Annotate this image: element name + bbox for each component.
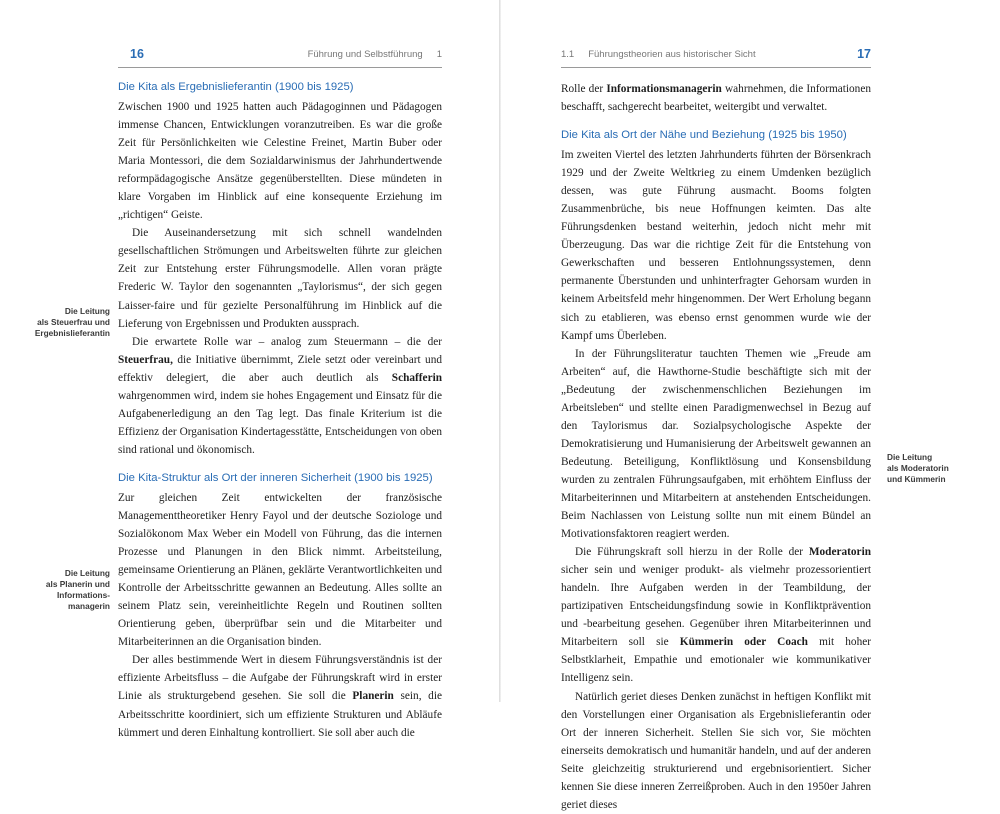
margin-note-line: als Moderatorin [887, 463, 949, 473]
header-rule [118, 67, 442, 68]
text-run: Die Auseinandersetzung mit sich schnell wandelnden gesellschaftlichen Strömungen und Arbeitswelten führte zur gleichen Zeit zur Entstehung erster Führungsmodelle. Allen voran prägte Frederic W. Taylor den sogenannten „Taylorismus“, der sich gegen Laisser-faire und für gezielte Personalführung im Hinblick auf die Lieferung von Ergebnissen und Produkten aussprach. [118, 227, 442, 330]
running-header [561, 49, 756, 60]
bold-term: Planerin [352, 690, 394, 703]
bold-term: Kümmerin oder Coach [679, 636, 808, 649]
text-run: sicher sein und weniger produkt- als vielmehr prozessorientiert handeln. Ihre Aufgaben werden in der Teambildung, der partizipativen Entscheidungsfindung sowie in Konfliktprävention und -bearbeitung gesehen. Gegenüber ihren Mitarbeiterinnen und Mitarbeitern soll sie [561, 564, 871, 649]
body-paragraph [561, 688, 871, 814]
text-run: Rolle der [561, 83, 607, 95]
body-paragraph [118, 489, 442, 651]
margin-note-line: Die Leitung [64, 306, 110, 316]
section-heading: Die Kita als Ergebnislieferantin (1900 bis 1925) [118, 81, 354, 93]
right-page [501, 0, 1000, 811]
margin-note-line: Ergebnislieferantin [34, 328, 110, 338]
text-run: Die erwartete Rolle war – analog zum Steuermann – die der [132, 335, 442, 348]
page-number: 17 [857, 47, 871, 61]
body-paragraph [561, 80, 871, 116]
margin-note-line: Informations- [56, 590, 110, 600]
text-run: wahrgenommen wird, indem sie hohes Engagement und Einsatz für die Aufgabenerledigung an den Tag legt. Das finale Kriterium ist die Effizienz der Organisation Kindertagesstätte, Entscheidungen von oben sind rational und ökonomisch. [118, 389, 442, 456]
bold-term: Schafferin [391, 371, 442, 384]
text-run: In der Führungsliteratur tauchten Themen wie „Freude am Arbeiten“ auf, die Hawthorne-Studie beschäftigte sich mit der „Bedeutung der zwischenmenschlichen Beziehungen im Arbeitsleben“ und stellte einen Paradigmenwechsel in Bezug auf den Taylorismus dar. Sozialpsychologische Aspekte der Demokratisierung und Humanisierung der Arbeitswelt gewannen an Bedeutung. Beteiligung, Konfliktlösung und Konsensbildung wurden zu zentralen Führungsaufgaben, mit erhöhtem Einfluss der Mitarbeiterinnen und Mitarbeitern at anstehenden Entscheidungen. Beim Nachlassen von Leistung sollte nun mit einem Bündel an Motivationsfaktoren reagiert werden. [561, 347, 871, 541]
margin-note [0, 568, 110, 612]
running-header-title: Führungstheorien aus historischer Sicht [588, 49, 756, 60]
margin-note [0, 306, 110, 339]
text-run: Natürlich geriet dieses Denken zunächst in heftigen Konflikt mit den Vorstellungen einer Organisation als Ergebnislieferantin oder Ort der inneren Sicherheit. Stellen Sie sich vor, Sie möchten einerseits demokratisch und humanitär handeln, und auf der anderen Seite gleichzeitig strukturierend und ergebnisorientiert. Sicher kennen Sie diese inneren Zerreißproben. Auch in den 1950er Jahren geriet dieses [561, 690, 871, 811]
running-header-title: Führung und Selbstführung [307, 49, 423, 60]
running-header [308, 49, 442, 60]
bold-term: Steuerfrau, [118, 353, 173, 366]
section-heading: Die Kita-Struktur als Ort der inneren Sicherheit (1900 bis 1925) [118, 471, 433, 484]
text-run: Zwischen 1900 und 1925 hatten auch Pädagoginnen und Pädagogen immense Chancen, Entwicklungen voranzutreiben. Es war die große Zeit für Persönlichkeiten wie Celestine Freinet, Martin Buber oder Maria Montessori, die dem Sozialdarwinismus der Jahrhundertwende reformpädagogische Ansätze gegenüberstellten. Diese mündeten in klare Vorgaben im Hinblick auf eine konsequente Erziehung im „richtigen“ Geiste. [118, 101, 442, 222]
page-header [118, 46, 442, 66]
body-paragraph [561, 146, 871, 345]
body-paragraph [118, 333, 442, 459]
left-page [0, 0, 499, 739]
body-text [118, 80, 442, 742]
bold-term: Moderatorin [808, 546, 871, 559]
section-number: 1.1 [561, 49, 575, 60]
section-heading: Die Kita als Ort der Nähe und Beziehung (1925 bis 1950) [561, 129, 847, 142]
body-paragraph [118, 651, 442, 741]
page-header [561, 46, 871, 66]
text-run: Im zweiten Viertel des letzten Jahrhunderts führten der Börsenkrach 1929 und der Zweite Weltkrieg zu einem Umdenken bezüglich dessen, was gute Führung ausmacht. Booms folgten Zusammenbrüche, bis neue Hoffnungen keimten. Das alte Führungsdenken bestand weiterhin, jedoch nicht mehr mit Überzeugung. Das war die richtige Zeit für die Entstehung von Gewerkschaften und besseren Entlohnungssystemen, denn permanente Überstunden und unhinterfragter Gehorsam wurden in keinem Arbeitsfeld mehr hingenommen. Der Wert Erholung begann sich zu etablieren, was ebenso ernst genommen wurde wie der Kampf ums Überleben. [561, 149, 871, 342]
margin-note-line: als Planerin und [45, 579, 110, 589]
margin-note-line: Die Leitung [64, 568, 110, 578]
chapter-number: 1 [436, 49, 442, 60]
body-paragraph [118, 224, 442, 332]
text-run: Zur gleichen Zeit entwickelten der französische Managementtheoretiker Henry Fayol und der deutsche Soziologe und Sozialökonom Max Weber ein Modell von Führung, das die internen Prozesse und Planungen in den Blick nimmt. Arbeitsteilung, gemeinsame Orientierung an Plänen, geklärte Verantwortlichkeiten und Kontrolle der Arbeitsschritte gewannen an Bedeutung. Alles sollte an seinem Platz sein, vereinheitlichte Regeln und Routinen sollten Orientierung geben, überprüfbar sein und die Mitarbeiter und Mitarbeiterinnen an die Organisation binden. [118, 491, 442, 649]
text-run: Die Führungskraft soll hierzu in der Rolle der [575, 546, 809, 559]
bold-term: Informationsmanagerin [606, 83, 722, 95]
text-run: mit hoher Selbstklarheit, Empathie und emotionaler wie kommunikativer Intelligenz sein. [561, 636, 871, 685]
text-run: Der alles bestimmende Wert in diesem Führungsverständnis ist der effiziente Arbeitsfluss – die Aufgabe der Führungskraft wird in erster Linie als strukturgebend gesehen. Sie soll die [118, 654, 442, 703]
margin-note [887, 452, 997, 485]
text-run: die Initiative übernimmt, Ziele setzt oder vereinbart und effektiv delegiert, die aber auch deutlich als [118, 353, 442, 384]
body-paragraph [118, 98, 442, 224]
header-rule [561, 67, 871, 68]
margin-note-line: als Steuerfrau und [37, 317, 110, 327]
text-run: sein, die Arbeitsschritte koordiniert, sich um effiziente Strukturen und Abläufe kümmert und deren Einhaltung kontrolliert. Sie soll aber auch die [118, 690, 442, 739]
margin-note-line: Die Leitung [887, 452, 933, 462]
text-run: wahrnehmen, die Informationen beschafft, sachgerecht bearbeitet, weitergibt und verwaltet. [561, 83, 871, 114]
margin-note-line: und Kümmerin [887, 474, 946, 484]
body-paragraph [561, 543, 871, 687]
body-text [561, 80, 871, 814]
body-paragraph [561, 345, 871, 544]
page-number: 16 [130, 47, 144, 61]
margin-note-line: managerin [68, 601, 110, 611]
